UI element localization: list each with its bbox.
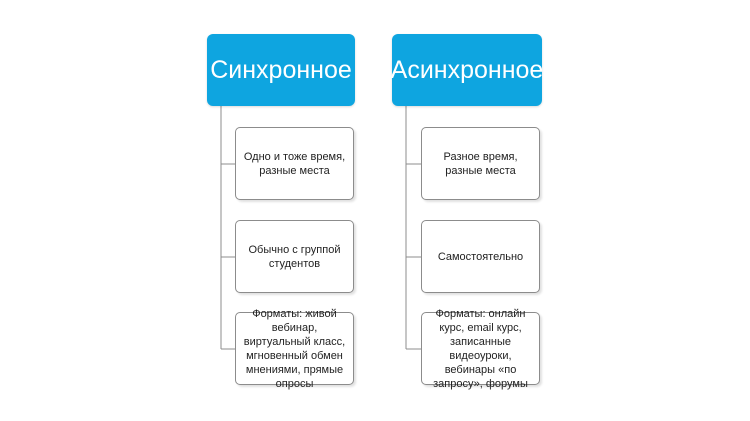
sync-header: Синхронное (207, 34, 355, 106)
async-item-3: Форматы: онлайн курс, email курс, записанные видеоуроки, вебинары «по запросу», форумы (421, 312, 540, 385)
sync-item-2: Обычно с группой студентов (235, 220, 354, 293)
async-item-2: Самостоятельно (421, 220, 540, 293)
sync-item-3: Форматы: живой вебинар, виртуальный класс, мгновенный обмен мнениями, прямые опросы (235, 312, 354, 385)
async-item-1: Разное время, разные места (421, 127, 540, 200)
async-header: Асинхронное (392, 34, 542, 106)
sync-item-1: Одно и тоже время, разные места (235, 127, 354, 200)
